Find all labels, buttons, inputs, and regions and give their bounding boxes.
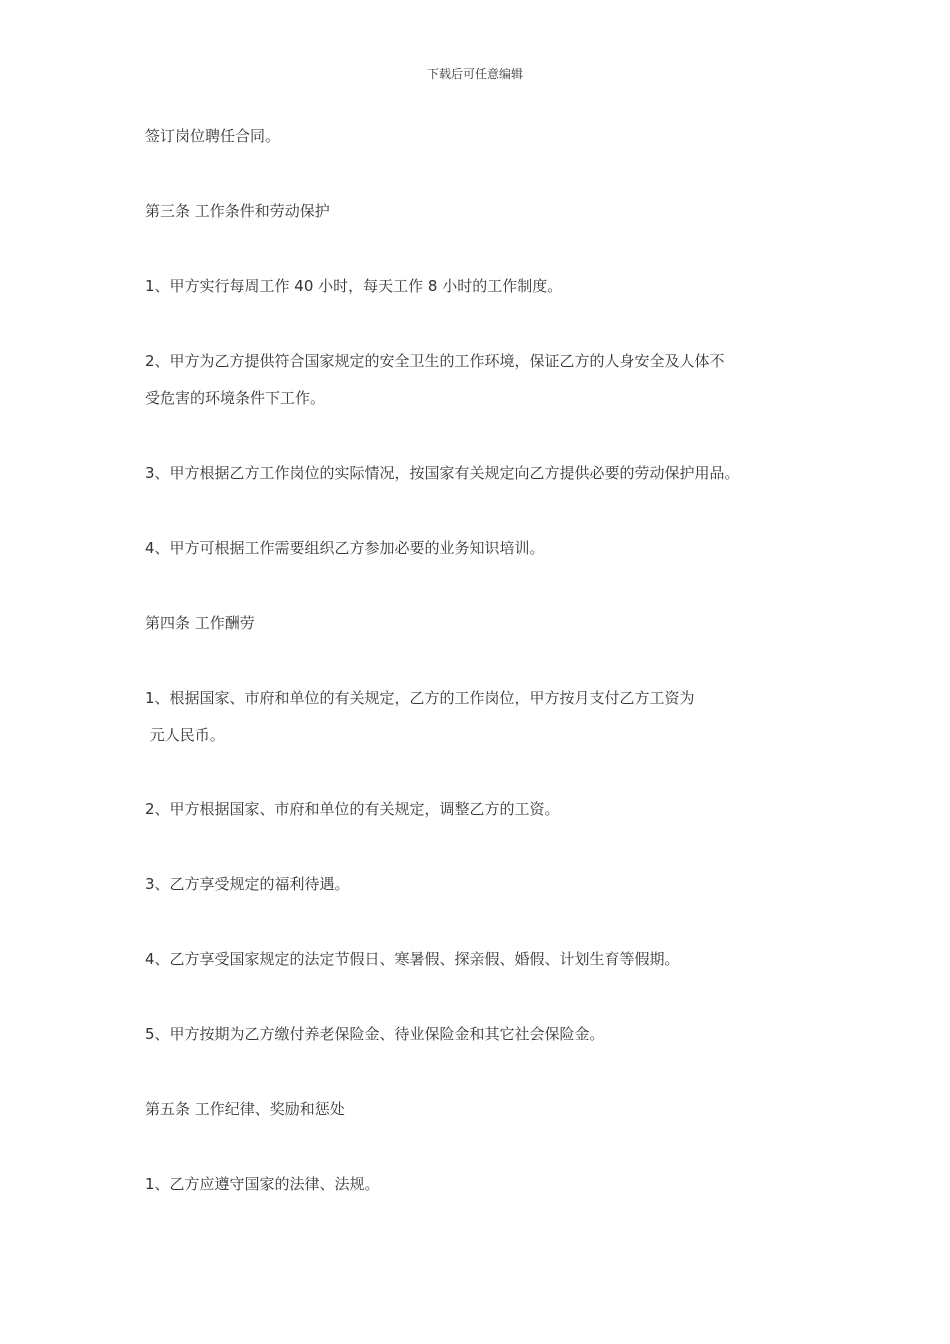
article-heading: 第五条 工作纪律、奖励和惩处 [145,1100,345,1118]
article-heading: 第三条 工作条件和劳动保护 [145,202,330,220]
contract-line: 4、乙方享受国家规定的法定节假日、寒暑假、探亲假、婚假、计划生育等假期。 [145,950,680,968]
contract-line: 5、甲方按期为乙方缴付养老保险金、待业保险金和其它社会保险金。 [145,1025,605,1043]
contract-line: 3、甲方根据乙方工作岗位的实际情况，按国家有关规定向乙方提供必要的劳动保护用品。 [145,464,740,482]
contract-line: 1、甲方实行每周工作 40 小时，每天工作 8 小时的工作制度。 [145,277,563,295]
contract-line: 2、甲方为乙方提供符合国家规定的安全卫生的工作环境，保证乙方的人身安全及人体不 [145,352,725,370]
contract-line: 签订岗位聘任合同。 [145,127,281,145]
page-header: 下载后可任意编辑 [426,67,523,81]
contract-line: 1、根据国家、市府和单位的有关规定，乙方的工作岗位，甲方按月支付乙方工资为 [145,689,695,707]
contract-line: 2、甲方根据国家、市府和单位的有关规定，调整乙方的工资。 [145,800,560,818]
contract-line: 3、乙方享受规定的福利待遇。 [145,875,350,893]
contract-line: 受危害的环境条件下工作。 [145,389,326,407]
contract-line: 元人民币。 [145,726,225,744]
contract-line: 4、甲方可根据工作需要组织乙方参加必要的业务知识培训。 [145,539,545,557]
article-heading: 第四条 工作酬劳 [145,614,255,632]
contract-line: 1、乙方应遵守国家的法律、法规。 [145,1175,380,1193]
